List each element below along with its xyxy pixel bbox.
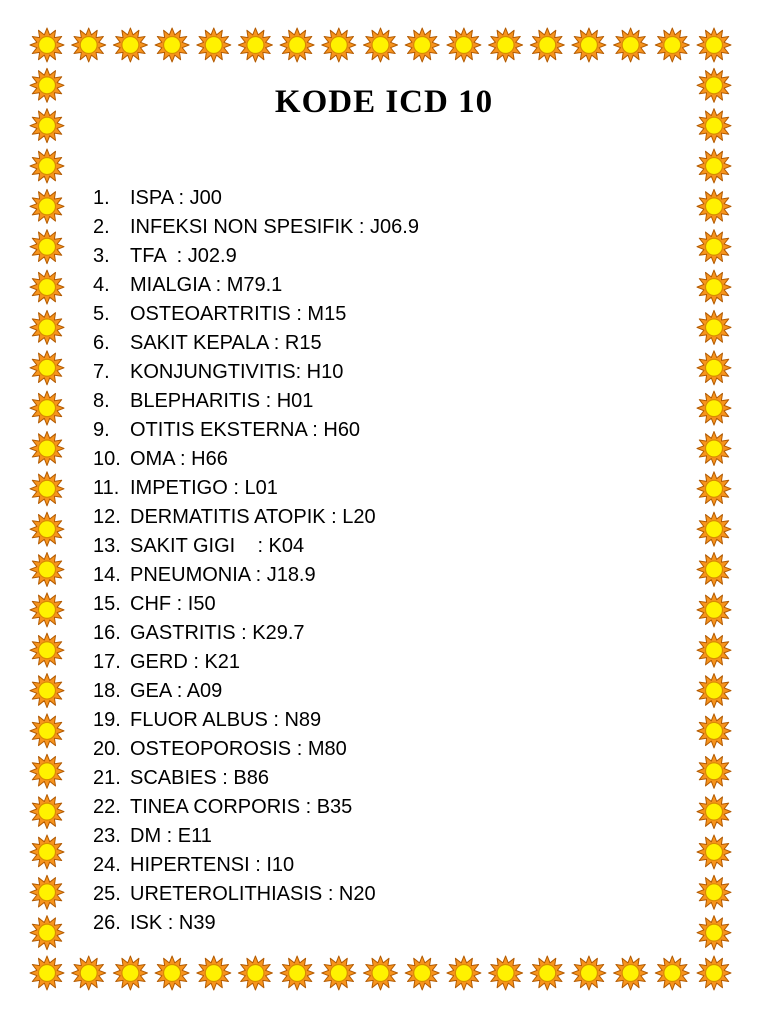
list-item [93,706,419,735]
item-number: 3. [93,245,110,267]
sun-icon [697,633,731,667]
item-text: KONJUNGTIVITIS: H10 [130,361,344,383]
list-item [93,677,419,706]
item-number: 2. [93,216,110,238]
list-item [93,213,419,242]
icd-code-list [93,184,419,938]
sun-icon [30,512,64,546]
item-number: 8. [93,390,110,412]
sun-icon [322,956,356,990]
sun-icon [572,956,606,990]
page-title: KODE ICD 10 [274,84,494,120]
sun-icon [30,835,64,869]
sun-icon [30,391,64,425]
sun-icon [30,230,64,264]
sun-icon [697,835,731,869]
list-item [93,822,419,851]
sun-icon [697,230,731,264]
sun-icon [113,28,147,62]
sun-icon [697,351,731,385]
list-item [93,387,419,416]
list-item [93,735,419,764]
item-number: 20. [93,738,121,760]
sun-icon [155,956,189,990]
sun-icon [238,28,272,62]
list-item [93,532,419,561]
item-text: GERD : K21 [130,651,241,673]
sun-icon [30,28,64,62]
sun-icon [697,149,731,183]
list-item [93,474,419,503]
item-number: 24. [93,854,121,876]
sun-icon [364,28,398,62]
sun-icon [30,593,64,627]
sun-icon [30,472,64,506]
item-number: 1. [93,187,110,209]
item-number: 13. [93,535,121,557]
sun-icon [30,875,64,909]
sun-icon [697,875,731,909]
list-item [93,909,419,938]
sun-icon [197,28,231,62]
item-text: ISPA : J00 [130,187,222,209]
sun-icon [614,28,648,62]
item-text: TFA : J02.9 [130,245,237,267]
list-item [93,880,419,909]
item-text: DERMATITIS ATOPIK : L20 [130,506,376,528]
sun-icon [30,432,64,466]
list-item [93,416,419,445]
sun-icon [697,391,731,425]
sun-icon [489,28,523,62]
sun-icon [697,310,731,344]
list-item [93,242,419,271]
item-number: 5. [93,303,110,325]
sun-icon [572,28,606,62]
list-item [93,619,419,648]
sun-icon [655,28,689,62]
sun-icon [697,795,731,829]
item-number: 12. [93,506,121,528]
sun-icon [697,593,731,627]
sun-icon [697,674,731,708]
item-text: OMA : H66 [130,448,228,470]
sun-icon [697,270,731,304]
sun-icon [697,553,731,587]
item-text: FLUOR ALBUS : N89 [130,709,322,731]
list-item [93,300,419,329]
sun-icon [697,714,731,748]
item-text: OTITIS EKSTERNA : H60 [130,419,361,441]
sun-icon [530,956,564,990]
item-number: 18. [93,680,121,702]
sun-icon [364,956,398,990]
sun-icon [697,28,731,62]
sun-icon [614,956,648,990]
list-item [93,764,419,793]
sun-icon [72,28,106,62]
sun-icon [30,633,64,667]
sun-icon [72,956,106,990]
sun-icon [155,28,189,62]
list-item [93,184,419,213]
item-text: URETEROLITHIASIS : N20 [130,883,376,905]
item-number: 15. [93,593,121,615]
item-number: 11. [93,477,120,499]
item-number: 19. [93,709,121,731]
sun-icon [30,149,64,183]
item-text: IMPETIGO : L01 [130,477,278,499]
sun-icon [30,714,64,748]
list-item [93,590,419,619]
sun-icon [322,28,356,62]
list-item [93,271,419,300]
sun-icon [405,28,439,62]
list-item [93,793,419,822]
sun-icon [280,956,314,990]
item-number: 23. [93,825,121,847]
item-text: GASTRITIS : K29.7 [130,622,305,644]
item-text: GEA : A09 [130,680,223,702]
item-text: SAKIT KEPALA : R15 [130,332,322,354]
sun-icon [697,512,731,546]
sun-icon [405,956,439,990]
item-number: 14. [93,564,121,586]
item-text: PNEUMONIA : J18.9 [130,564,316,586]
list-item [93,851,419,880]
item-number: 7. [93,361,110,383]
list-item [93,358,419,387]
sun-icon [197,956,231,990]
item-number: 21. [93,767,121,789]
item-text: SCABIES : B86 [130,767,269,789]
sun-icon [30,674,64,708]
sun-icon [697,956,731,990]
item-text: OSTEOPOROSIS : M80 [130,738,347,760]
sun-icon [447,956,481,990]
sun-icon [30,956,64,990]
item-number: 6. [93,332,110,354]
item-text: INFEKSI NON SPESIFIK : J06.9 [130,216,419,238]
sun-icon [697,754,731,788]
item-text: TINEA CORPORIS : B35 [130,796,353,818]
item-number: 25. [93,883,121,905]
item-text: DM : E11 [130,825,212,847]
sun-icon [238,956,272,990]
item-number: 10. [93,448,121,470]
sun-icon [697,472,731,506]
list-item [93,445,419,474]
item-text: MIALGIA : M79.1 [130,274,283,296]
sun-icon [30,553,64,587]
sun-icon [30,351,64,385]
item-text: CHF : I50 [130,593,216,615]
item-number: 9. [93,419,110,441]
sun-icon [30,916,64,950]
list-item [93,503,419,532]
sun-icon [447,28,481,62]
item-text: SAKIT GIGI : K04 [130,535,305,557]
item-number: 17. [93,651,121,673]
sun-icon [30,270,64,304]
sun-icon [30,310,64,344]
sun-icon [280,28,314,62]
sun-icon [530,28,564,62]
sun-icon [113,956,147,990]
item-text: ISK : N39 [130,912,216,934]
item-text: HIPERTENSI : I10 [130,854,295,876]
sun-icon [655,956,689,990]
sun-icon [697,916,731,950]
sun-icon [30,795,64,829]
sun-icon [489,956,523,990]
sun-icon [30,754,64,788]
item-number: 22. [93,796,121,818]
sun-icon [697,189,731,223]
item-number: 16. [93,622,121,644]
list-item [93,561,419,590]
item-text: BLEPHARITIS : H01 [130,390,314,412]
item-number: 26. [93,912,121,934]
item-number: 4. [93,274,110,296]
list-item [93,329,419,358]
item-text: OSTEOARTRITIS : M15 [130,303,347,325]
sun-icon [30,189,64,223]
sun-icon [697,432,731,466]
list-item [93,648,419,677]
